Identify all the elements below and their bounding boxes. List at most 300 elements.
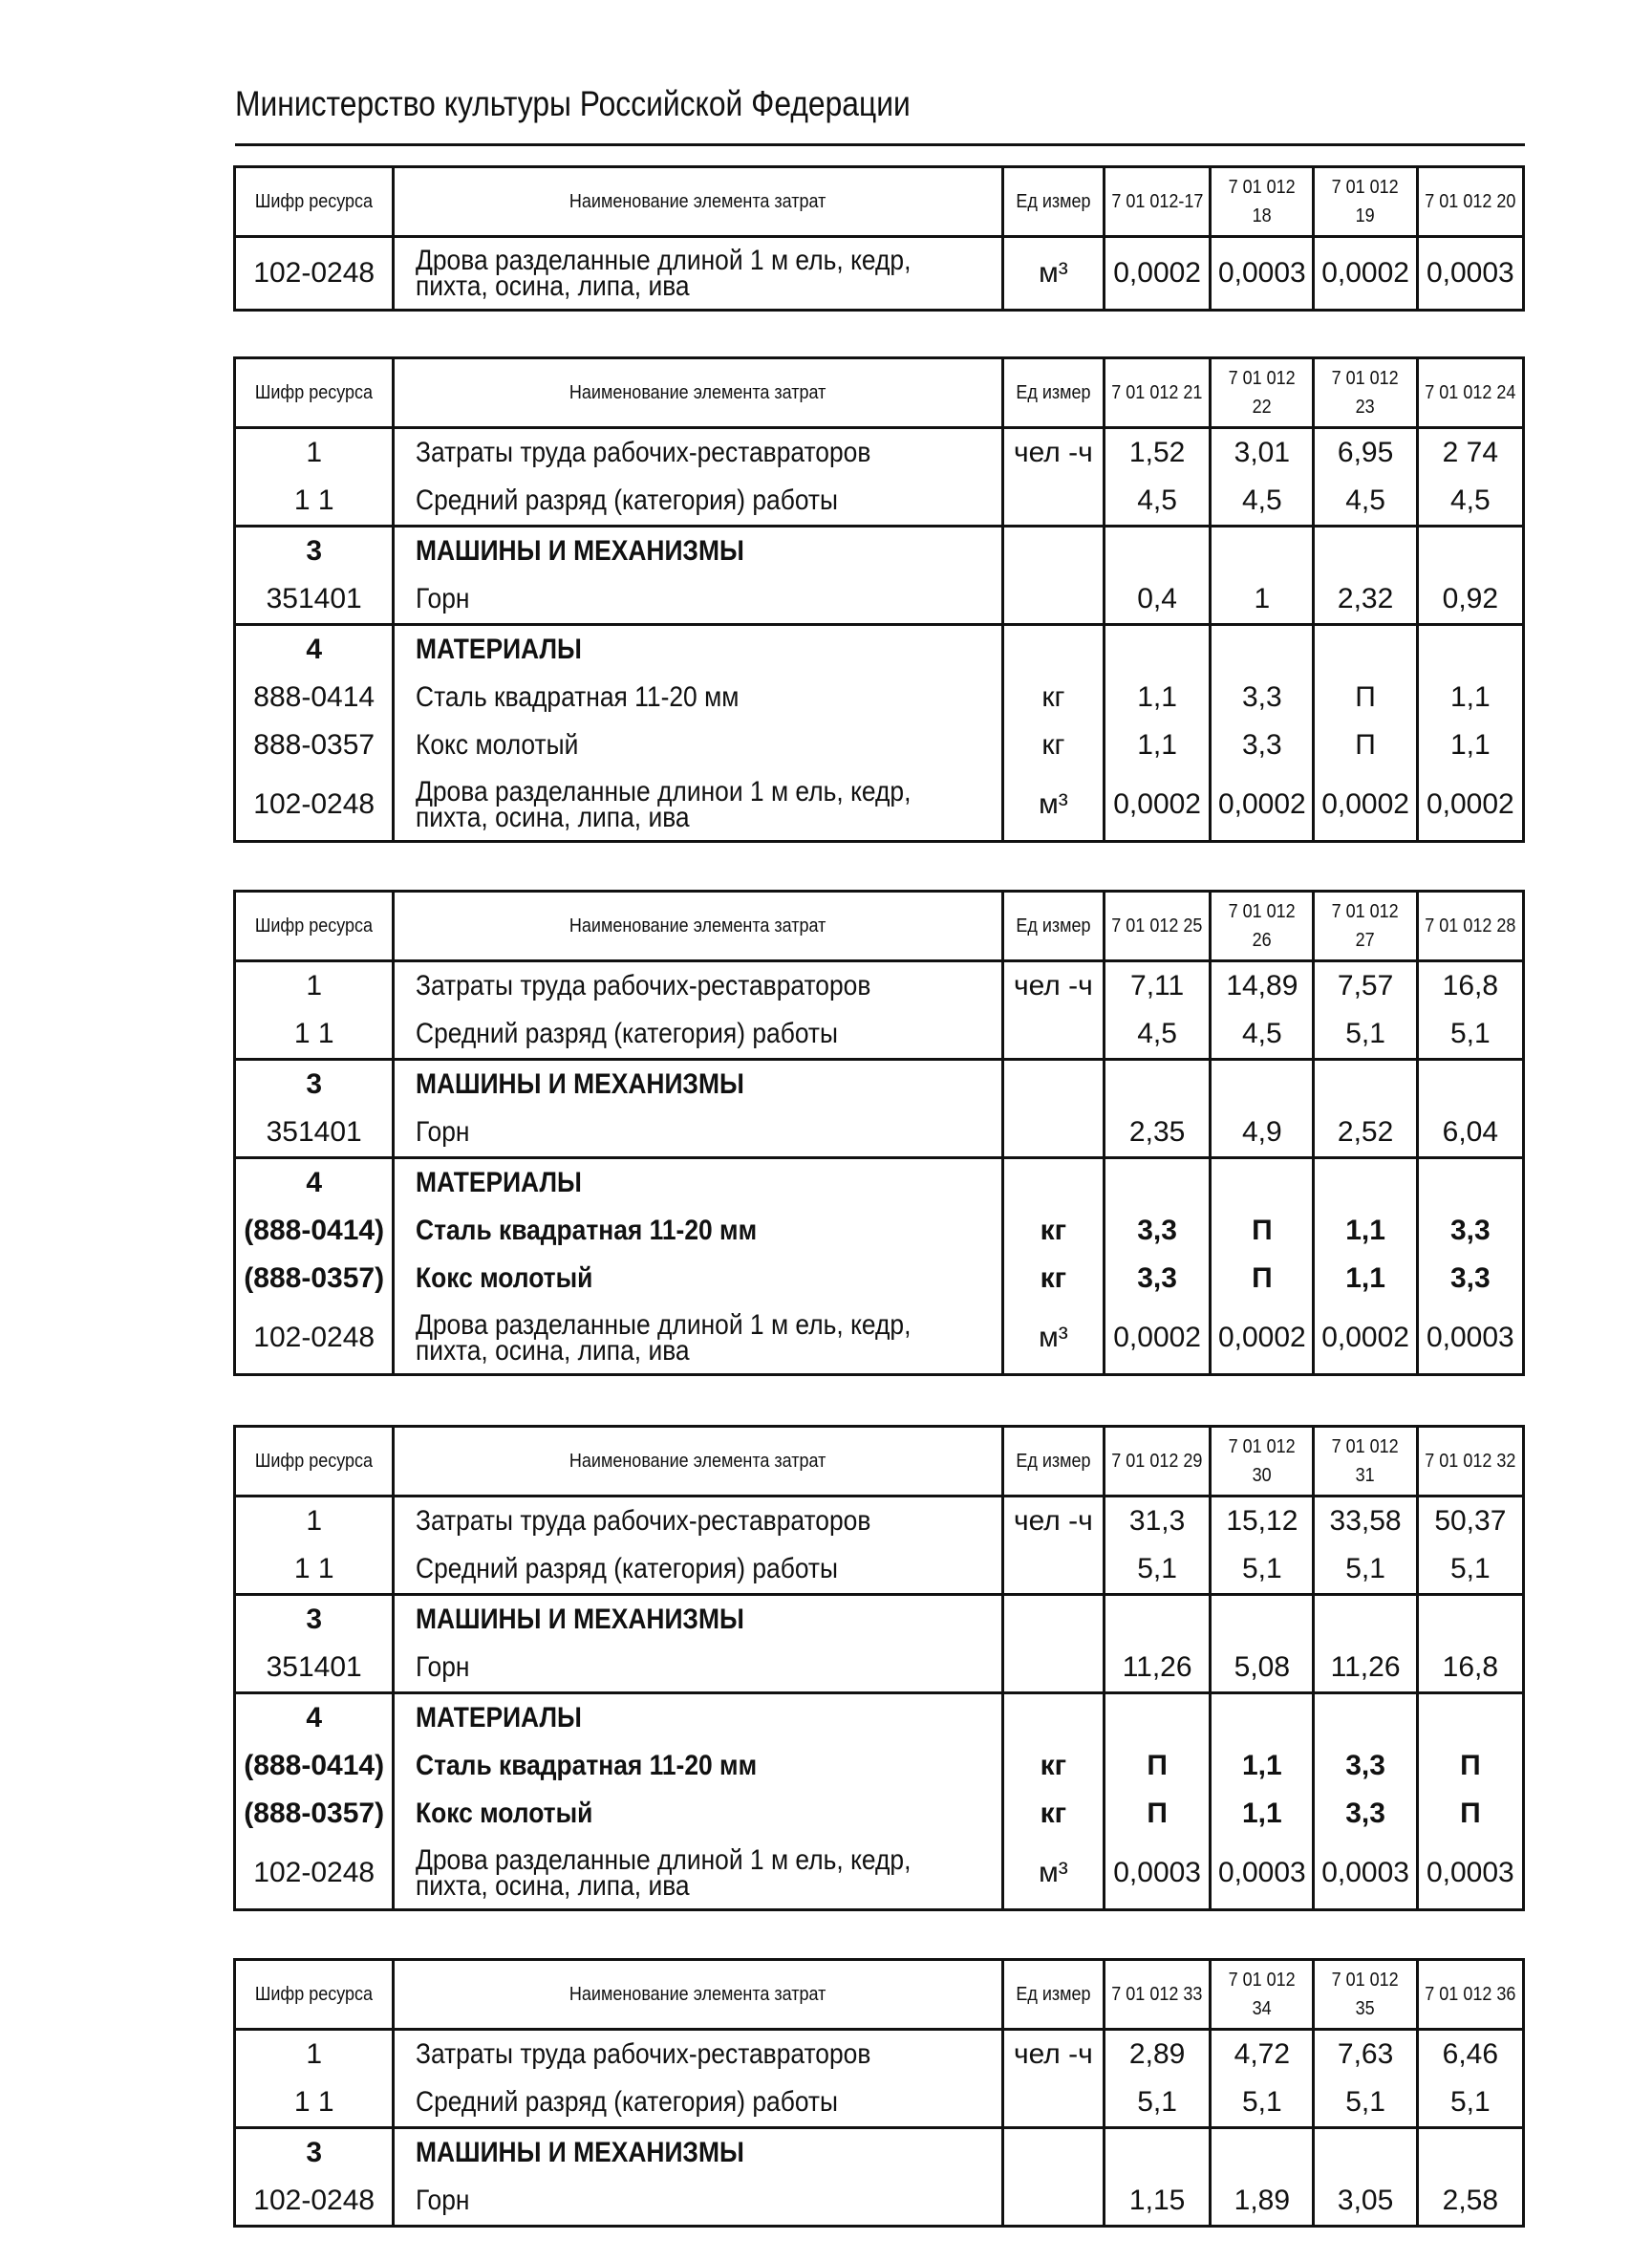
unit-of-measure: чел -ч	[1002, 428, 1104, 478]
norm-value: 5,1	[1314, 2078, 1417, 2128]
table-header-row	[235, 892, 1524, 961]
header-unit-text: Ед измер	[1016, 915, 1091, 937]
resource-code: 102-0248	[235, 769, 394, 842]
norm-value	[1105, 625, 1211, 675]
norm-value	[1105, 527, 1211, 576]
cost-element-name-text: Затраты труда рабочих-реставраторов	[416, 1505, 871, 1537]
header-norm-code	[1105, 1960, 1211, 2030]
norm-value	[1105, 2128, 1211, 2178]
header-norm-code-text: 7 01 012 23	[1332, 368, 1400, 418]
norm-value: 1,89	[1211, 2177, 1314, 2227]
unit-of-measure	[1002, 1060, 1104, 1109]
cost-element-name	[394, 428, 1002, 478]
cost-element-name	[394, 477, 1002, 527]
norm-value	[1211, 625, 1314, 675]
header-norm-code	[1314, 358, 1417, 428]
norm-value: 15,12	[1211, 1497, 1314, 1546]
norm-value	[1211, 1693, 1314, 1743]
norm-value	[1211, 527, 1314, 576]
resource-code: 888-0357	[235, 721, 394, 769]
header-norm-code-text: 7 01 012 32	[1425, 1451, 1516, 1472]
unit-of-measure: кг	[1002, 721, 1104, 769]
header-norm-code	[1314, 892, 1417, 961]
unit-of-measure	[1002, 1545, 1104, 1595]
resource-code: 3	[235, 2128, 394, 2178]
header-unit	[1002, 892, 1104, 961]
cost-element-name-text: Затраты труда рабочих-реставраторов	[416, 970, 871, 1001]
norm-value: 3,3	[1211, 721, 1314, 769]
cost-element-name-text: Дрова разделанные длиной 1 м ель, кедр, пихта, осина, липа, ива	[416, 245, 912, 302]
table-row	[235, 2128, 1524, 2178]
resource-code: 351401	[235, 575, 394, 625]
table-row	[235, 1255, 1524, 1303]
header-norm-code-text: 7 01 012 28	[1425, 915, 1516, 937]
norm-value: П	[1314, 674, 1417, 721]
norm-value: 5,1	[1105, 2078, 1211, 2128]
cost-element-name-text: Горн	[416, 1116, 470, 1148]
cost-element-name	[394, 1303, 1002, 1375]
resource-code: 102-0248	[235, 1838, 394, 1910]
table-header-row	[235, 167, 1524, 237]
table-row	[235, 674, 1524, 721]
unit-of-measure	[1002, 527, 1104, 576]
resource-code: 1 1	[235, 1545, 394, 1595]
cost-element-name	[394, 721, 1002, 769]
header-unit-text: Ед измер	[1016, 1984, 1091, 2005]
resource-code: 4	[235, 1158, 394, 1208]
norm-value: 5,1	[1314, 1010, 1417, 1060]
unit-of-measure: кг	[1002, 1742, 1104, 1790]
header-unit	[1002, 1960, 1104, 2030]
table-row	[235, 428, 1524, 478]
unit-of-measure: м³	[1002, 237, 1104, 311]
norm-value: 5,1	[1417, 1545, 1523, 1595]
header-norm-code-text: 7 01 012 36	[1425, 1984, 1516, 2005]
cost-element-name-text: МАШИНЫ И МЕХАНИЗМЫ	[416, 535, 745, 567]
table-row	[235, 1742, 1524, 1790]
norm-value: 1,1	[1211, 1742, 1314, 1790]
resource-code: 1	[235, 961, 394, 1011]
cost-element-name	[394, 1595, 1002, 1645]
norm-value: 4,5	[1105, 1010, 1211, 1060]
norm-value: 5,1	[1105, 1545, 1211, 1595]
norm-value: 0,0002	[1211, 769, 1314, 842]
header-norm-code-text: 7 01 012-17	[1111, 191, 1204, 212]
header-unit-text: Ед измер	[1016, 382, 1091, 403]
norm-value: 0,0002	[1211, 1303, 1314, 1375]
cost-element-name-text: Кокс молотый	[416, 1262, 593, 1294]
unit-of-measure	[1002, 2177, 1104, 2227]
header-norm-code-text: 7 01 012 26	[1228, 901, 1296, 951]
cost-element-name	[394, 1790, 1002, 1838]
table-row	[235, 1790, 1524, 1838]
unit-of-measure	[1002, 1693, 1104, 1743]
norm-value	[1211, 1060, 1314, 1109]
unit-of-measure	[1002, 2078, 1104, 2128]
cost-element-name-text: МАТЕРИАЛЫ	[416, 634, 583, 665]
table-row	[235, 477, 1524, 527]
table-row	[235, 1545, 1524, 1595]
header-norm-code	[1211, 1427, 1314, 1497]
cost-table-1	[233, 165, 1525, 312]
table-header-row	[235, 1427, 1524, 1497]
cost-element-name-text: Средний разряд (категория) работы	[416, 1018, 839, 1049]
header-norm-code-text: 7 01 012 33	[1111, 1984, 1203, 2005]
norm-value: 5,1	[1211, 1545, 1314, 1595]
cost-table-4	[233, 1425, 1525, 1911]
norm-value: 4,5	[1417, 477, 1523, 527]
unit-of-measure: чел -ч	[1002, 2030, 1104, 2079]
resource-code: 102-0248	[235, 237, 394, 311]
header-unit	[1002, 167, 1104, 237]
cost-element-name	[394, 2078, 1002, 2128]
norm-value: 0,0002	[1417, 769, 1523, 842]
norm-value: П	[1314, 721, 1417, 769]
table-row	[235, 575, 1524, 625]
norm-value: 4,5	[1105, 477, 1211, 527]
header-unit-text: Ед измер	[1016, 1451, 1091, 1472]
header-norm-code	[1417, 892, 1523, 961]
norm-value	[1314, 2128, 1417, 2178]
norm-value: 3,3	[1417, 1255, 1523, 1303]
header-name	[394, 358, 1002, 428]
norm-value: 2,89	[1105, 2030, 1211, 2079]
norm-value: П	[1105, 1790, 1211, 1838]
norm-value: 5,08	[1211, 1644, 1314, 1693]
header-norm-code-text: 7 01 012 35	[1332, 1970, 1400, 2019]
norm-value: 1,1	[1417, 721, 1523, 769]
header-code-text: Шифр ресурса	[255, 915, 374, 937]
cost-element-name	[394, 1497, 1002, 1546]
norm-value: 0,4	[1105, 575, 1211, 625]
norm-value	[1211, 2128, 1314, 2178]
norm-value: 0,0003	[1417, 1838, 1523, 1910]
header-norm-code-text: 7 01 012 21	[1111, 382, 1203, 403]
table-row	[235, 1010, 1524, 1060]
norm-value: 16,8	[1417, 961, 1523, 1011]
cost-element-name-text: Средний разряд (категория) работы	[416, 2086, 839, 2118]
unit-of-measure: чел -ч	[1002, 1497, 1104, 1546]
cost-element-name-text: МАТЕРИАЛЫ	[416, 1702, 583, 1733]
cost-element-name-text: Кокс молотый	[416, 1798, 593, 1829]
norm-value	[1105, 1595, 1211, 1645]
resource-code: 1	[235, 1497, 394, 1546]
table-row	[235, 237, 1524, 311]
header-code	[235, 1960, 394, 2030]
cost-element-name-text: Кокс молотый	[416, 729, 579, 761]
norm-value: 50,37	[1417, 1497, 1523, 1546]
resource-code: 102-0248	[235, 1303, 394, 1375]
cost-element-name-text: Затраты труда рабочих-реставраторов	[416, 437, 871, 468]
norm-value: 33,58	[1314, 1497, 1417, 1546]
header-norm-code	[1417, 358, 1523, 428]
norm-value: 3,3	[1211, 674, 1314, 721]
cost-element-name-text: Сталь квадратная 11-20 мм	[416, 1750, 758, 1781]
norm-value	[1211, 1595, 1314, 1645]
cost-element-name-text: Затраты труда рабочих-реставраторов	[416, 2038, 871, 2070]
cost-element-name	[394, 769, 1002, 842]
cost-element-name-text: Горн	[416, 583, 470, 614]
cost-element-name	[394, 1109, 1002, 1158]
header-code	[235, 892, 394, 961]
header-name-text: Наименование элемента затрат	[569, 191, 826, 212]
norm-value: 5,1	[1417, 1010, 1523, 1060]
norm-value: 0,0002	[1314, 769, 1417, 842]
header-norm-code	[1211, 358, 1314, 428]
header-norm-code-text: 7 01 012 19	[1332, 177, 1400, 226]
norm-value: 0,0002	[1105, 237, 1211, 311]
norm-value	[1314, 527, 1417, 576]
norm-value: 6,46	[1417, 2030, 1523, 2079]
header-norm-code-text: 7 01 012 30	[1228, 1436, 1296, 1486]
norm-value: 31,3	[1105, 1497, 1211, 1546]
norm-value: 0,0003	[1417, 1303, 1523, 1375]
header-name	[394, 167, 1002, 237]
resource-code: 1 1	[235, 1010, 394, 1060]
resource-code: (888-0414)	[235, 1207, 394, 1255]
header-norm-code	[1314, 167, 1417, 237]
norm-value: 5,1	[1417, 2078, 1523, 2128]
norm-value: 4,5	[1314, 477, 1417, 527]
cost-element-name	[394, 1207, 1002, 1255]
header-norm-code	[1314, 1427, 1417, 1497]
norm-value: 2,52	[1314, 1109, 1417, 1158]
unit-of-measure	[1002, 1158, 1104, 1208]
header-norm-code	[1211, 167, 1314, 237]
cost-element-name	[394, 1693, 1002, 1743]
norm-value	[1314, 1595, 1417, 1645]
table-row	[235, 961, 1524, 1011]
norm-value: 2,32	[1314, 575, 1417, 625]
resource-code: 1	[235, 428, 394, 478]
cost-element-name	[394, 1742, 1002, 1790]
norm-value: 0,0002	[1314, 1303, 1417, 1375]
norm-value: 0,0002	[1105, 769, 1211, 842]
norm-value: 3,3	[1314, 1742, 1417, 1790]
norm-value: 6,95	[1314, 428, 1417, 478]
norm-value: 1,52	[1105, 428, 1211, 478]
norm-value	[1417, 1158, 1523, 1208]
resource-code: 1	[235, 2030, 394, 2079]
norm-value: 4,9	[1211, 1109, 1314, 1158]
cost-element-name	[394, 2128, 1002, 2178]
header-norm-code	[1105, 358, 1211, 428]
resource-code: 3	[235, 527, 394, 576]
resource-code: 3	[235, 1595, 394, 1645]
unit-of-measure	[1002, 1109, 1104, 1158]
unit-of-measure: м³	[1002, 1303, 1104, 1375]
norm-value: 0,0003	[1211, 237, 1314, 311]
header-norm-code	[1314, 1960, 1417, 2030]
cost-element-name-text: Дрова разделанные длинои 1 м ель, кедр, пихта, осина, липа, ива	[416, 776, 912, 833]
cost-element-name	[394, 961, 1002, 1011]
header-norm-code-text: 7 01 012 18	[1228, 177, 1296, 226]
norm-value: 1,1	[1314, 1255, 1417, 1303]
cost-element-name	[394, 625, 1002, 675]
norm-value: 1	[1211, 575, 1314, 625]
table-row	[235, 527, 1524, 576]
norm-value: П	[1417, 1790, 1523, 1838]
table-row	[235, 625, 1524, 675]
norm-value: 3,01	[1211, 428, 1314, 478]
table-row	[235, 1060, 1524, 1109]
norm-value	[1314, 1060, 1417, 1109]
norm-value: 1,1	[1105, 721, 1211, 769]
table-row	[235, 2030, 1524, 2079]
header-name-text: Наименование элемента затрат	[569, 1984, 826, 2005]
header-code-text: Шифр ресурса	[255, 1451, 374, 1472]
norm-value: 0,0002	[1105, 1303, 1211, 1375]
norm-value	[1417, 625, 1523, 675]
header-name-text: Наименование элемента затрат	[569, 1451, 826, 1472]
header-name	[394, 892, 1002, 961]
cost-element-name-text: Средний разряд (категория) работы	[416, 1553, 839, 1584]
table-row	[235, 1644, 1524, 1693]
cost-element-name-text: Сталь квадратная 11-20 мм	[416, 1215, 758, 1246]
cost-element-name-text: Сталь квадратная 11-20 мм	[416, 681, 740, 713]
header-norm-code-text: 7 01 012 22	[1228, 368, 1296, 418]
norm-value: 7,63	[1314, 2030, 1417, 2079]
cost-table-5	[233, 1958, 1525, 2228]
unit-of-measure	[1002, 1595, 1104, 1645]
cost-element-name-text: МАТЕРИАЛЫ	[416, 1167, 583, 1198]
header-code	[235, 1427, 394, 1497]
norm-value: 1,15	[1105, 2177, 1211, 2227]
norm-value: 2 74	[1417, 428, 1523, 478]
header-unit-text: Ед измер	[1016, 191, 1091, 212]
cost-element-name	[394, 237, 1002, 311]
norm-value	[1314, 625, 1417, 675]
norm-value: 6,04	[1417, 1109, 1523, 1158]
norm-value: 3,3	[1105, 1207, 1211, 1255]
table-header-row	[235, 1960, 1524, 2030]
norm-value: 7,11	[1105, 961, 1211, 1011]
header-name	[394, 1960, 1002, 2030]
unit-of-measure	[1002, 477, 1104, 527]
unit-of-measure: м³	[1002, 769, 1104, 842]
cost-element-name	[394, 2177, 1002, 2227]
norm-value: 3,3	[1105, 1255, 1211, 1303]
resource-code: 1 1	[235, 2078, 394, 2128]
norm-value	[1105, 1060, 1211, 1109]
unit-of-measure	[1002, 1010, 1104, 1060]
page-title: Министерство культуры Российской Федерации	[235, 84, 911, 123]
norm-value: 0,0003	[1417, 237, 1523, 311]
norm-value: П	[1417, 1742, 1523, 1790]
resource-code: 102-0248	[235, 2177, 394, 2227]
cost-element-name	[394, 674, 1002, 721]
norm-value	[1105, 1158, 1211, 1208]
cost-element-name	[394, 1255, 1002, 1303]
header-code	[235, 167, 394, 237]
table-row	[235, 1497, 1524, 1546]
norm-value	[1417, 1060, 1523, 1109]
cost-element-name-text: Дрова разделанные длиной 1 м ель, кедр, пихта, осина, липа, ива	[416, 1309, 912, 1367]
norm-value: 14,89	[1211, 961, 1314, 1011]
header-norm-code	[1417, 1960, 1523, 2030]
norm-value: 1,1	[1211, 1790, 1314, 1838]
norm-value: 0,0003	[1314, 1838, 1417, 1910]
norm-value	[1417, 2128, 1523, 2178]
unit-of-measure	[1002, 575, 1104, 625]
resource-code: (888-0357)	[235, 1790, 394, 1838]
header-unit	[1002, 358, 1104, 428]
cost-element-name-text: Горн	[416, 1651, 470, 1683]
norm-value: 0,0003	[1211, 1838, 1314, 1910]
cost-table-3	[233, 890, 1525, 1376]
resource-code: 4	[235, 625, 394, 675]
resource-code: 351401	[235, 1644, 394, 1693]
table-row	[235, 721, 1524, 769]
header-unit	[1002, 1427, 1104, 1497]
header-norm-code-text: 7 01 012 20	[1425, 191, 1516, 212]
cost-element-name	[394, 1060, 1002, 1109]
cost-element-name	[394, 1838, 1002, 1910]
norm-value	[1105, 1693, 1211, 1743]
norm-value: 4,72	[1211, 2030, 1314, 2079]
table-row	[235, 1109, 1524, 1158]
norm-value: 0,0003	[1105, 1838, 1211, 1910]
header-norm-code-text: 7 01 012 34	[1228, 1970, 1296, 2019]
norm-value: 11,26	[1105, 1644, 1211, 1693]
cost-element-name-text: Дрова разделанные длиной 1 м ель, кедр, пихта, осина, липа, ива	[416, 1844, 912, 1902]
cost-element-name-text: Горн	[416, 2185, 470, 2216]
norm-value: П	[1105, 1742, 1211, 1790]
norm-value: П	[1211, 1207, 1314, 1255]
header-norm-code	[1417, 1427, 1523, 1497]
table-row	[235, 1693, 1524, 1743]
header-norm-code-text: 7 01 012 24	[1425, 382, 1516, 403]
norm-value	[1417, 1693, 1523, 1743]
unit-of-measure: кг	[1002, 1207, 1104, 1255]
cost-element-name-text: МАШИНЫ И МЕХАНИЗМЫ	[416, 1068, 745, 1100]
header-code	[235, 358, 394, 428]
resource-code: 4	[235, 1693, 394, 1743]
norm-value: 3,3	[1417, 1207, 1523, 1255]
unit-of-measure: кг	[1002, 674, 1104, 721]
table-row	[235, 1303, 1524, 1375]
cost-element-name	[394, 1158, 1002, 1208]
header-norm-code-text: 7 01 012 31	[1332, 1436, 1400, 1486]
header-code-text: Шифр ресурса	[255, 382, 374, 403]
header-norm-code-text: 7 01 012 29	[1111, 1451, 1203, 1472]
table-header-row	[235, 358, 1524, 428]
table-row	[235, 2177, 1524, 2227]
table-row	[235, 1207, 1524, 1255]
header-norm-code	[1105, 892, 1211, 961]
norm-value: П	[1211, 1255, 1314, 1303]
header-norm-code	[1211, 892, 1314, 961]
cost-element-name	[394, 2030, 1002, 2079]
page-header	[235, 84, 1525, 124]
cost-element-name-text: МАШИНЫ И МЕХАНИЗМЫ	[416, 1604, 745, 1635]
header-norm-code	[1105, 1427, 1211, 1497]
header-norm-code	[1417, 167, 1523, 237]
table-row	[235, 1595, 1524, 1645]
norm-value: 1,1	[1314, 1207, 1417, 1255]
table-row	[235, 1838, 1524, 1910]
cost-element-name	[394, 1644, 1002, 1693]
norm-value: 1,1	[1417, 674, 1523, 721]
resource-code: (888-0414)	[235, 1742, 394, 1790]
norm-value	[1211, 1158, 1314, 1208]
norm-value: 16,8	[1417, 1644, 1523, 1693]
resource-code: 1 1	[235, 477, 394, 527]
header-norm-code	[1105, 167, 1211, 237]
norm-value	[1417, 1595, 1523, 1645]
header-rule	[235, 143, 1525, 146]
norm-value: 0,92	[1417, 575, 1523, 625]
